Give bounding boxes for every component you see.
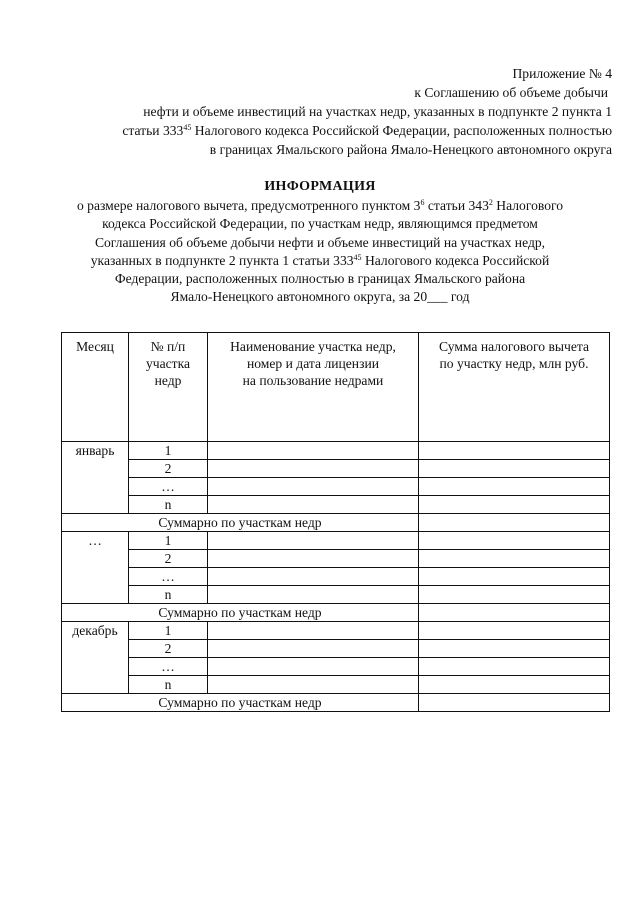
sum-cell [419, 532, 610, 550]
summary-row [62, 604, 610, 622]
summary-row [62, 694, 610, 712]
plot-name-cell [208, 658, 419, 676]
plot-number-cell: … [129, 478, 208, 496]
subtitle-line: кодекса Российской Федерации, по участкам недр, являющимся предметом [102, 216, 538, 232]
plot-number-cell: 1 [129, 442, 208, 460]
table-row [62, 568, 610, 586]
plot-name-cell [208, 460, 419, 478]
appendix-number: Приложение № 4 [512, 66, 612, 81]
plot-name-cell [208, 496, 419, 514]
sum-cell [419, 478, 610, 496]
sum-cell [419, 658, 610, 676]
sum-cell [419, 460, 610, 478]
header-deduction-sum: Сумма налогового вычета по участку недр, млн руб. [419, 333, 610, 442]
month-cell: декабрь [62, 622, 129, 694]
appendix-line: в границах Ямальского района Ямало-Ненецкого автономного округа [209, 142, 612, 157]
plot-number-cell: 2 [129, 460, 208, 478]
table-row [62, 532, 610, 550]
plot-name-cell [208, 550, 419, 568]
appendix-line: к Соглашению об объеме добычи [414, 85, 608, 100]
document-subtitle [20, 197, 620, 307]
appendix-header [12, 64, 612, 159]
plot-name-cell [208, 622, 419, 640]
table-row [62, 640, 610, 658]
sum-cell [419, 568, 610, 586]
sum-cell [419, 622, 610, 640]
subtitle-line: Ямало-Ненецкого автономного округа, за 20___ год [170, 289, 470, 305]
table-row [62, 460, 610, 478]
sum-cell [419, 496, 610, 514]
table-row [62, 586, 610, 604]
plot-number-cell: n [129, 676, 208, 694]
table-row [62, 496, 610, 514]
plot-number-cell: n [129, 586, 208, 604]
summary-label: Суммарно по участкам недр [62, 604, 419, 622]
plot-name-cell [208, 478, 419, 496]
plot-name-cell [208, 676, 419, 694]
summary-label: Суммарно по участкам недр [62, 514, 419, 532]
summary-sum-cell [419, 694, 610, 712]
table-row [62, 676, 610, 694]
appendix-line: нефти и объеме инвестиций на участках недр, указанных в подпункте 2 пункта 1 [143, 104, 612, 119]
header-plot-number: № п/п участка недр [129, 333, 208, 442]
summary-label: Суммарно по участкам недр [62, 694, 419, 712]
summary-sum-cell [419, 604, 610, 622]
plot-number-cell: … [129, 658, 208, 676]
sum-cell [419, 586, 610, 604]
summary-row [62, 514, 610, 532]
table-row [62, 442, 610, 460]
header-plot-name: Наименование участка недр, номер и дата лицензии на пользование недрами [208, 333, 419, 442]
subtitle-line: Федерации, расположенных полностью в границах Ямальского района [114, 271, 526, 287]
month-cell: … [62, 532, 129, 604]
plot-number-cell: 1 [129, 622, 208, 640]
summary-sum-cell [419, 514, 610, 532]
sum-cell [419, 550, 610, 568]
table-row [62, 478, 610, 496]
plot-name-cell [208, 640, 419, 658]
plot-name-cell [208, 586, 419, 604]
table-row [62, 550, 610, 568]
deduction-table [61, 332, 610, 712]
appendix-line: статьи $333^{45}$ Налогового кодекса Российской Федерации, расположенных полностью [122, 123, 612, 138]
month-cell: январь [62, 442, 129, 514]
plot-number-cell: 2 [129, 640, 208, 658]
plot-number-cell: 1 [129, 532, 208, 550]
plot-name-cell [208, 442, 419, 460]
plot-name-cell [208, 532, 419, 550]
header-month: Месяц [62, 333, 129, 442]
sum-cell [419, 640, 610, 658]
plot-number-cell: n [129, 496, 208, 514]
subtitle-line: о размере налогового вычета, предусмотренного пунктом $3^6$ статьи $343^2$ Налогового [76, 198, 564, 213]
subtitle-line: Соглашения об объеме добычи нефти и объеме инвестиций на участках недр, [94, 234, 546, 250]
sum-cell [419, 676, 610, 694]
table-row [62, 622, 610, 640]
document-title: ИНФОРМАЦИЯ [264, 179, 376, 194]
plot-number-cell: … [129, 568, 208, 586]
plot-number-cell: 2 [129, 550, 208, 568]
table-row [62, 658, 610, 676]
plot-name-cell [208, 568, 419, 586]
table-header-row [62, 333, 610, 442]
sum-cell [419, 442, 610, 460]
subtitle-line: указанных в подпункте 2 пункта 1 статьи $333^{45}$ Налогового кодекса Российской [90, 252, 550, 268]
